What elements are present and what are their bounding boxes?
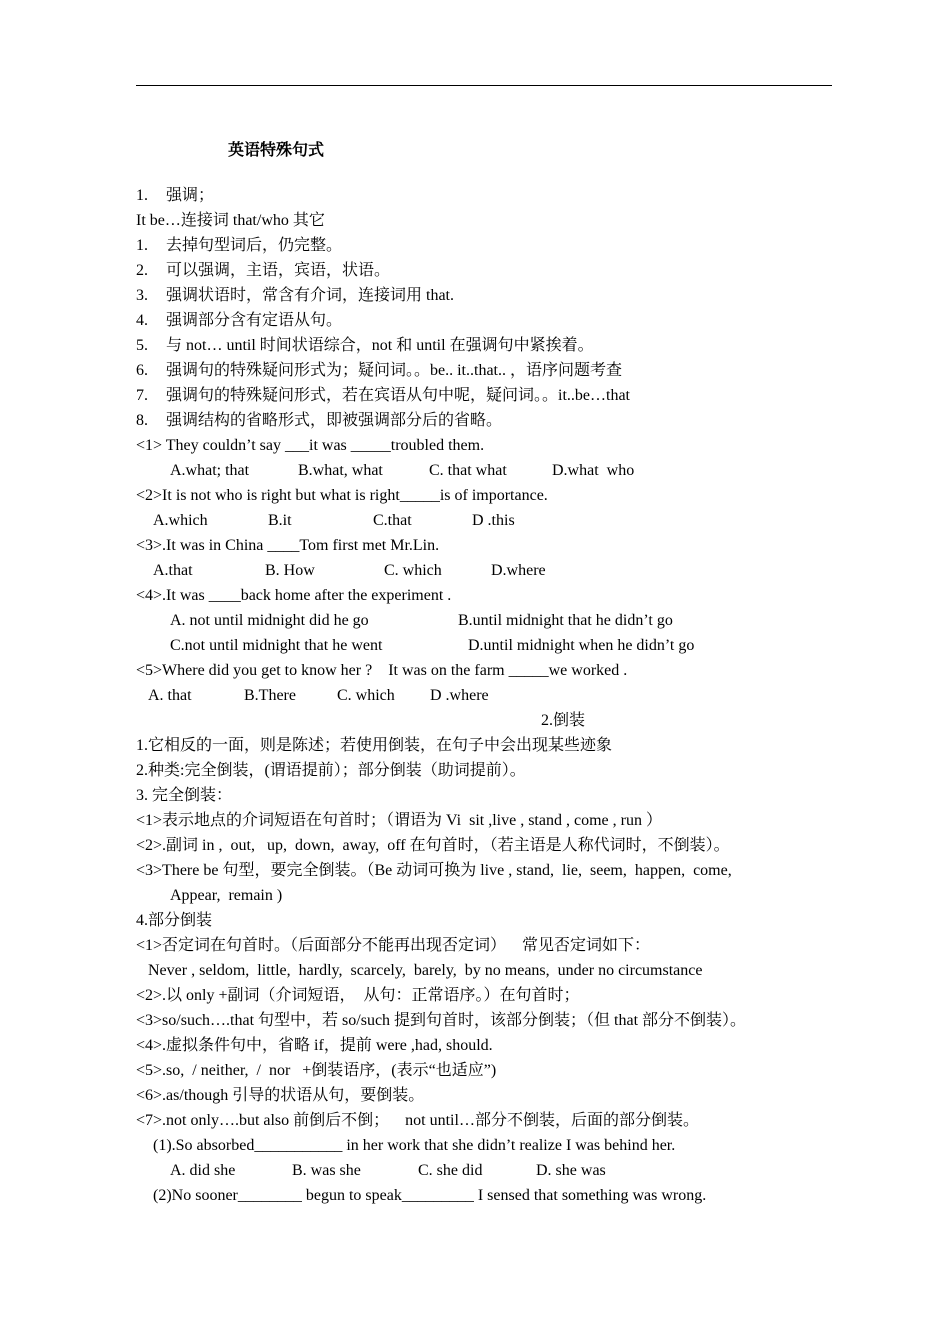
section1-heading: 1. 强调； [136,187,215,204]
inversion-line: 1.它相反的一面，则是陈述；若使用倒装，在句子中会出现某些迹象 [136,737,613,754]
rule-item: 5. 与 not… until 时间状语综合，not 和 until 在强调句中紧挨着。 [136,337,594,354]
inversion-line: <2>.副词 in , out, up, down, away, off 在句首时，（若主语是人称代词时，不倒装）。 [136,837,730,854]
question-3: <3>.It was in China ____Tom first met Mr.Lin. [136,537,440,554]
inversion-line: <1>否定词在句首时。（后面部分不能再出现否定词） 常见否定词如下： [136,937,651,954]
rule-item: 3. 强调状语时，常含有介词，连接词用 that. [136,287,454,304]
q3-option-d: D.where [491,562,546,579]
inversion-line: 3. 完全倒装： [136,787,233,804]
document-title: 英语特殊句式 [228,142,325,159]
inversion-line: 2.种类:完全倒装，(谓语提前）；部分倒装（助词提前）。 [136,762,526,779]
q4-option-a: A. not until midnight did he go [170,612,369,629]
emphasis-formula: It be…连接词 that/who 其它 [136,212,325,229]
ex1-option-c: C. she did [418,1162,483,1179]
inversion-line: <5>.so, / neither, / nor +倒装语序，(表示“也适应”) [136,1062,497,1079]
question-4: <4>.It was ____back home after the experiment . [136,587,452,604]
section2-heading: 2.倒装 [541,712,586,729]
q1-option-b: B.what, what [298,462,383,479]
inversion-line: <1>表示地点的介词短语在句首时；（谓语为 Vi sit ,live , stand , come , run ） [136,812,662,829]
inversion-line: <3>so/such….that 句型中，若 so/such 提到句首时，该部分倒装；（但 that 部分不倒装）。 [136,1012,747,1029]
q5-option-c: C. which [337,687,395,704]
q4-option-d: D.until midnight when he didn’t go [468,637,695,654]
inversion-line: Never , seldom, little, hardly, scarcely, barely, by no means, under no circumstance [148,962,703,979]
q3-option-c: C. which [384,562,442,579]
rule-item: 2. 可以强调，主语，宾语，状语。 [136,262,391,279]
inversion-line: Appear, remain ) [170,887,283,904]
q4-option-c: C.not until midnight that he went [170,637,383,654]
ex1-option-d: D. she was [536,1162,606,1179]
q5-option-d: D .where [430,687,489,704]
question-5: <5>Where did you get to know her ? It was on the farm _____we worked . [136,662,628,679]
q1-option-c: C. that what [429,462,507,479]
header-rule [136,85,832,86]
exercise-1: (1).So absorbed___________ in her work that she didn’t realize I was behind her. [153,1137,676,1154]
question-1: <1> They couldn’t say ___it was _____troubled them. [136,437,485,454]
inversion-line: <7>.not only….but also 前倒后不倒； not until…部分不倒装，后面的部分倒装。 [136,1112,699,1129]
q2-option-a: A.which [153,512,208,529]
q1-option-a: A.what; that [170,462,250,479]
rule-item: 6. 强调句的特殊疑问形式为；疑问词。。be.. it..that.. ，语序问题考查 [136,362,622,379]
q3-option-b: B. How [265,562,315,579]
inversion-line: <3>There be 句型，要完全倒装。（Be 动词可换为 live , stand, lie, seem, happen, come, [136,862,732,879]
inversion-line: 4.部分倒装 [136,912,213,929]
q4-option-b: B.until midnight that he didn’t go [458,612,673,629]
rule-item: 7. 强调句的特殊疑问形式，若在宾语从句中呢，疑问词。。it..be…that [136,387,630,404]
q1-option-d: D.what who [552,462,635,479]
q2-option-d: D .this [472,512,515,529]
rule-item: 8. 强调结构的省略形式，即被强调部分后的省略。 [136,412,503,429]
exercise-2: (2)No sooner________ begun to speak_________ I sensed that something was wrong. [153,1187,707,1204]
inversion-line: <2>.以 only +副词（介词短语， 从句：正常语序。）在句首时； [136,987,580,1004]
q3-option-a: A.that [153,562,193,579]
q5-option-b: B.There [244,687,296,704]
inversion-line: <4>.虚拟条件句中，省略 if，提前 were ,had, should. [136,1037,493,1054]
q2-option-c: C.that [373,512,412,529]
q5-option-a: A. that [148,687,192,704]
rule-item: 1. 去掉句型词后，仍完整。 [136,237,343,254]
inversion-line: <6>.as/though 引导的状语从句，要倒装。 [136,1087,425,1104]
rule-item: 4. 强调部分含有定语从句。 [136,312,343,329]
ex1-option-b: B. was she [292,1162,361,1179]
ex1-option-a: A. did she [170,1162,236,1179]
question-2: <2>It is not who is right but what is right_____is of importance. [136,487,548,504]
q2-option-b: B.it [268,512,292,529]
